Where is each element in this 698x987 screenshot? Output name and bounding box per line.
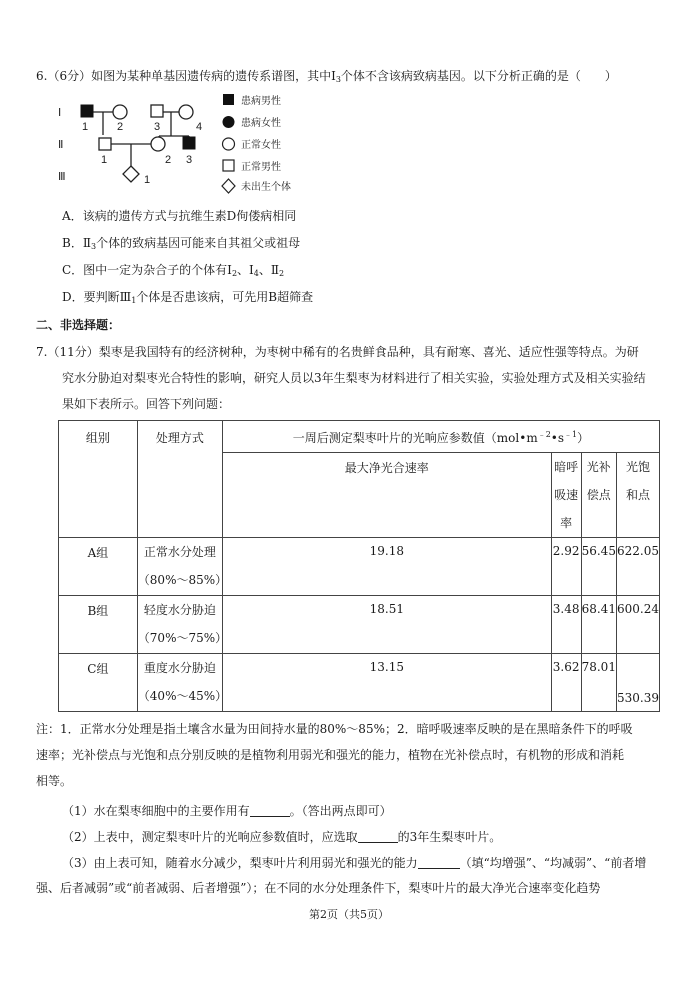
note-line: 相等。 — [36, 774, 73, 788]
sub-question-3: （3）由上表可知，随着水分减少，梨枣叶片利用弱光和强光的能力 （填“均增强”、“均减弱”、“前者增 — [62, 856, 647, 870]
pedigree-II1-normal-male — [99, 138, 111, 150]
pedigree-number: 1 — [101, 154, 108, 166]
cell-group: A组 — [59, 538, 138, 596]
cell-saturation-point: 600.24 — [616, 596, 659, 654]
pedigree-gen-label: Ⅱ — [58, 139, 64, 151]
cell-group: B组 — [59, 596, 138, 654]
option-b[interactable]: B．$Ⅱ_3$个体的致病基因可能来自其祖父或祖母 — [62, 236, 301, 251]
question-7-line: 果如下表所示。回答下列问题： — [62, 397, 231, 411]
section-heading: 二、非选择题： — [36, 318, 121, 332]
option-d[interactable]: D．要判断$Ⅲ_1$个体是否患该病，可先用B超筛查 — [62, 290, 314, 305]
pedigree-I4-normal-female — [179, 105, 193, 119]
note-line: 速率；光补偿点与光饱和点分别反映的是植物利用弱光和强光的能力，植物在光补偿点时，有机物的形成和消耗 — [36, 748, 625, 762]
pedigree-II3-affected-male — [183, 137, 195, 149]
question-6-stem: 6.（6分）如图为某种单基因遗传病的遗传系谱图，其中$Ⅰ_3$个体不含该病致病基因。以下分析正确的是（ ） — [36, 69, 617, 84]
pedigree-number: 3 — [186, 154, 193, 166]
pedigree-chart — [55, 90, 315, 200]
pedigree-number: 2 — [165, 154, 172, 166]
answer-blank[interactable] — [250, 804, 290, 817]
cell-treatment: 正常水分处理 （80%～85%） — [137, 538, 222, 596]
option-c[interactable]: C．图中一定为杂合子的个体有$Ⅰ_2$、$Ⅰ_4$、$Ⅱ_2$ — [62, 263, 285, 278]
pedigree-I2-normal-female — [113, 105, 127, 119]
cell-saturation-point: 530.39 — [616, 654, 659, 712]
answer-blank[interactable] — [358, 830, 398, 843]
legend-label: 患病男性 — [241, 96, 281, 107]
pedigree-I1-affected-male — [81, 105, 93, 117]
cell-max-rate: 19.18 — [222, 538, 551, 596]
header-treatment: 处理方式 — [137, 421, 222, 538]
pedigree-number: 1 — [144, 174, 151, 186]
header-dark-respiration: 暗呼 吸速 率 — [551, 453, 581, 538]
cell-treatment: 轻度水分胁迫 （70%～75%） — [137, 596, 222, 654]
question-7-line: 究水分胁迫对梨枣光合特性的影响，研究人员以3年生梨枣为材料进行了相关实验，实验处理方式及相关实验结 — [62, 371, 646, 385]
table-row — [59, 538, 660, 596]
header-max-rate: 最大净光合速率 — [222, 453, 551, 538]
sub-question-2: （2）上表中，测定梨枣叶片的光响应参数值时，应选取 的3年生梨枣叶片。 — [62, 830, 502, 844]
answer-blank[interactable] — [418, 856, 460, 869]
note-line: 注：1．正常水分处理是指土壤含水量为田间持水量的80%～85%；2．暗呼吸速率反映的是在黑暗条件下的呼吸 — [36, 722, 633, 736]
legend-label: 正常男性 — [241, 162, 281, 173]
sub-question-3-cont: 强、后者减弱”或“前者减弱、后者增强”）；在不同的水分处理条件下，梨枣叶片的最大净光合速率变化趋势 — [36, 881, 601, 895]
legend-normal-male-icon — [223, 160, 234, 171]
cell-group: C组 — [59, 654, 138, 712]
table-row — [59, 654, 660, 712]
pedigree-gen-label: Ⅰ — [58, 107, 62, 119]
legend-label: 患病女性 — [241, 118, 281, 129]
pedigree-gen-label: Ⅲ — [58, 171, 66, 183]
cell-compensation-point: 56.45 — [581, 538, 616, 596]
pedigree-II2-normal-female — [151, 137, 165, 151]
header-compensation-point: 光补 偿点 — [581, 453, 616, 538]
cell-max-rate: 13.15 — [222, 654, 551, 712]
cell-dark-respiration: 3.48 — [551, 596, 581, 654]
legend-affected-male-icon — [223, 94, 234, 105]
question-7-line: 7.（11分）梨枣是我国特有的经济树种，为枣树中稀有的名贵鲜食品种，具有耐寒、喜光、适应性强等特点。为研 — [36, 345, 639, 359]
sub-question-1: （1）水在梨枣细胞中的主要作用有 。（答出两点即可） — [62, 804, 392, 818]
cell-compensation-point: 78.01 — [581, 654, 616, 712]
header-group: 组别 — [59, 421, 138, 538]
pedigree-I3-normal-male — [151, 105, 163, 117]
legend-unborn-icon — [222, 179, 235, 193]
pedigree-number: 3 — [154, 121, 161, 133]
legend-affected-female-icon — [223, 116, 235, 128]
page-footer: 第2页（共5页） — [309, 908, 389, 921]
header-saturation-point: 光饱 和点 — [616, 453, 659, 538]
pedigree-number: 4 — [196, 121, 203, 133]
option-a[interactable]: A．该病的遗传方式与抗维生素D佝偻病相同 — [62, 209, 297, 223]
cell-compensation-point: 68.41 — [581, 596, 616, 654]
cell-dark-respiration: 3.62 — [551, 654, 581, 712]
legend-normal-female-icon — [223, 138, 235, 150]
cell-dark-respiration: 2.92 — [551, 538, 581, 596]
legend-label: 正常女性 — [241, 140, 281, 151]
data-table — [58, 420, 660, 712]
pedigree-III1-unborn — [123, 166, 139, 182]
legend-label: 未出生个体 — [241, 182, 291, 193]
pedigree-number: 2 — [117, 121, 124, 133]
cell-treatment: 重度水分胁迫 （40%～45%） — [137, 654, 222, 712]
pedigree-number: 1 — [82, 121, 89, 133]
cell-saturation-point: 622.05 — [616, 538, 659, 596]
table-row — [59, 596, 660, 654]
header-params: 一周后测定梨枣叶片的光响应参数值$(mol•m^{﹣2}•s^{﹣1})$ — [222, 421, 659, 453]
cell-max-rate: 18.51 — [222, 596, 551, 654]
